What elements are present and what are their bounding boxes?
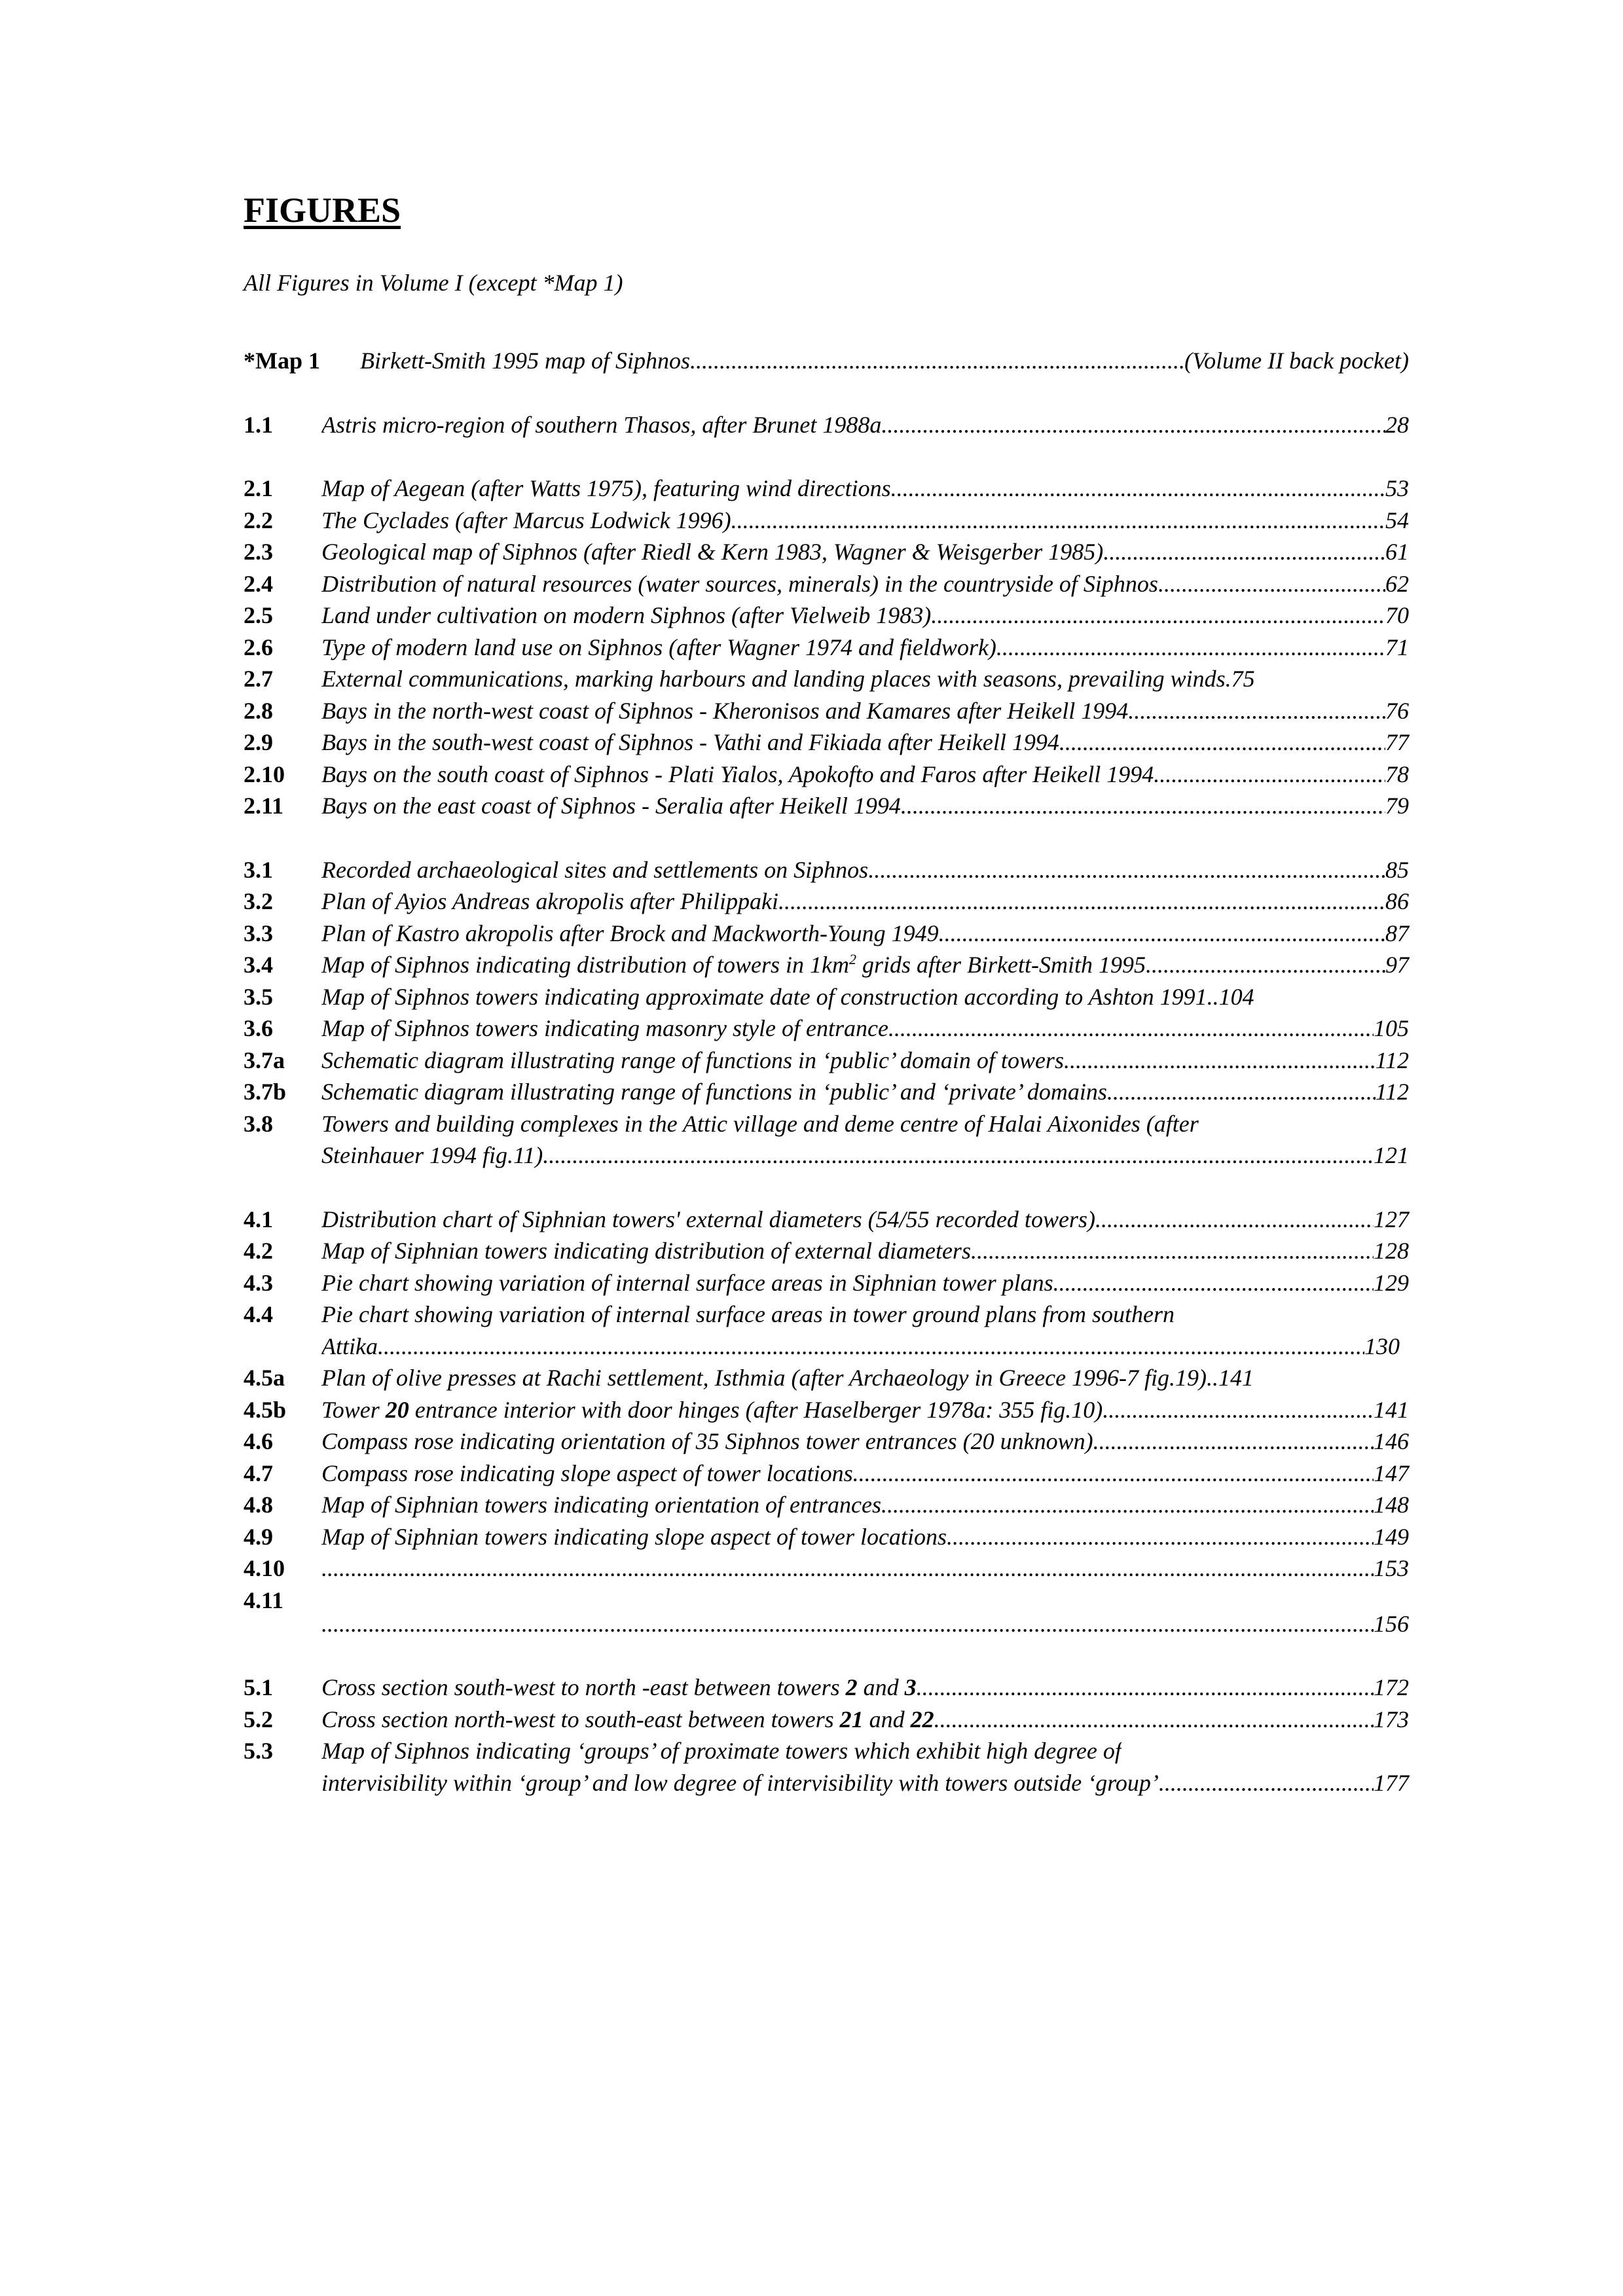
figure-caption (321, 886, 1409, 918)
figure-entry (244, 1204, 1409, 1236)
leader-dots (1158, 568, 1385, 600)
figure-number: 4.10 (244, 1555, 285, 1581)
figure-caption (321, 918, 1409, 950)
figure-caption (321, 1013, 1409, 1045)
tower-number: 2 (845, 1674, 858, 1700)
leader-dots (996, 632, 1385, 664)
figure-number: 2.2 (244, 507, 273, 533)
figure-entry (244, 505, 1409, 537)
figure-number: 3.7a (244, 1047, 285, 1073)
figure-number: 2.4 (244, 570, 273, 597)
page-number: 172 (1374, 1674, 1409, 1700)
figure-caption (321, 600, 1409, 632)
figure-number: 5.3 (244, 1738, 273, 1764)
leader-dots (321, 1552, 1374, 1585)
leader-dots (971, 1235, 1374, 1267)
page-number: 130 (1364, 1333, 1400, 1359)
figure-caption (321, 1045, 1409, 1077)
leader-dots (1103, 536, 1385, 568)
page-number: 53 (1385, 475, 1409, 501)
page-number: 153 (1374, 1555, 1409, 1581)
figure-caption (321, 1704, 1409, 1736)
figure-entry (244, 1704, 1409, 1736)
figure-entry (244, 473, 1409, 505)
figure-number: 5.1 (244, 1674, 273, 1700)
figure-caption (321, 1489, 1409, 1521)
figure-entry (244, 790, 1409, 822)
figure-number: 4.7 (244, 1460, 273, 1486)
figure-number: 4.11 (244, 1587, 284, 1613)
leader-dots (1059, 726, 1385, 759)
figure-caption (321, 1299, 1409, 1362)
figure-entry (244, 1426, 1409, 1458)
caption-text: Geological map of Siphnos (after Riedl & Kern 1983, Wagner & Weisgerber 1985) (321, 539, 1104, 565)
caption-text: Bays in the south-west coast of Siphnos - Vathi and Fikiada after Heikell 1994 (321, 729, 1059, 755)
caption-text (321, 1394, 1103, 1426)
group-map (244, 345, 1409, 377)
figure-caption (321, 1735, 1409, 1799)
caption-text: Bays on the east coast of Siphnos - Seralia after Heikell 1994 (321, 793, 901, 819)
caption-text: Type of modern land use on Siphnos (after Wagner 1974 and fieldwork) (321, 634, 996, 660)
figure-caption (321, 1076, 1409, 1108)
caption-text-part: Tower (321, 1396, 386, 1423)
page-number: 85 (1385, 856, 1409, 883)
caption-text: Plan of Ayios Andreas akropolis after Philippaki (321, 888, 778, 914)
figure-number: 2.11 (244, 793, 284, 819)
leader-dots (1093, 1426, 1374, 1458)
figure-entry-map1 (244, 345, 1409, 377)
caption-text: Map of Siphnian towers indicating slope aspect of tower locations (321, 1523, 947, 1550)
figure-caption (321, 981, 1409, 1013)
figure-caption (321, 949, 1409, 981)
leader-dots (1103, 1394, 1374, 1426)
caption-text: Map of Siphnos towers indicating approximate date of construction according to Ashton 1991.. (321, 983, 1219, 1010)
figure-entry (244, 1394, 1409, 1426)
caption-text-part: Cross section south-west to north -east between towers (321, 1674, 846, 1700)
page-number: 78 (1385, 761, 1409, 787)
page-number: 104 (1218, 983, 1254, 1010)
caption-text-part: and (863, 1706, 911, 1732)
caption-text-part: entrance interior with door hinges (after Haselberger 1978a: 355 fig.10) (409, 1396, 1103, 1423)
figure-entry (244, 854, 1409, 886)
page-number: 97 (1385, 952, 1409, 978)
page-number: 79 (1385, 793, 1409, 819)
figure-number: 3.6 (244, 1015, 273, 1041)
figure-entry (244, 1672, 1409, 1704)
caption-text (321, 949, 1146, 981)
figure-number: 2.3 (244, 539, 273, 565)
figure-entry (244, 886, 1409, 918)
figure-entry (244, 1489, 1409, 1521)
page-number: 156 (1374, 1610, 1409, 1637)
figure-number: 4.5b (244, 1396, 287, 1423)
leader-dots (881, 409, 1385, 441)
caption-text: Pie chart showing variation of internal surface areas in tower ground plans from southern (321, 1301, 1175, 1327)
figure-number: 4.9 (244, 1523, 273, 1550)
figure-entry (244, 568, 1409, 600)
caption-text: Compass rose indicating orientation of 35 Siphnos tower entrances (20 unknown) (321, 1428, 1093, 1454)
leader-dots (1128, 695, 1385, 727)
figure-number: 3.1 (244, 856, 273, 883)
figure-number: 3.5 (244, 983, 273, 1010)
leader-dots (778, 886, 1385, 918)
figure-caption (321, 536, 1409, 568)
page-number: 121 (1374, 1142, 1409, 1168)
caption-text: Land under cultivation on modern Siphnos (after Vielweib 1983) (321, 602, 932, 628)
page-number: 62 (1385, 570, 1409, 597)
caption-text: Astris micro-region of southern Thasos, after Brunet 1988a (321, 411, 882, 438)
caption-text-part: and (857, 1674, 905, 1700)
figure-number: 3.7b (244, 1079, 287, 1105)
figure-entry (244, 981, 1409, 1013)
figure-number: 2.10 (244, 761, 285, 787)
figure-caption (321, 568, 1409, 600)
caption-text: Map of Siphnian towers indicating distribution of external diameters (321, 1238, 971, 1264)
caption-text: Plan of Kastro akropolis after Brock and Mackworth-Young 1949 (321, 920, 939, 946)
figure-caption (321, 1426, 1409, 1458)
figure-number: 3.4 (244, 952, 273, 978)
figure-caption (321, 663, 1409, 695)
figure-number: 5.2 (244, 1706, 273, 1732)
leader-dots (1064, 1045, 1376, 1077)
caption-text: Bays on the south coast of Siphnos - Plati Yialos, Apokofto and Faros after Heikell 1994 (321, 761, 1154, 787)
page-number: 146 (1374, 1428, 1409, 1454)
leader-dots (939, 918, 1385, 950)
figure-caption (321, 726, 1409, 759)
group-section-1 (244, 409, 1409, 441)
caption-text: Towers and building complexes in the Attic village and deme centre of Halai Aixonides (after (321, 1110, 1199, 1137)
group-section-4 (244, 1204, 1409, 1640)
page-number: 61 (1385, 539, 1409, 565)
figure-number: 4.3 (244, 1269, 273, 1296)
leader-dots (888, 1013, 1374, 1045)
caption-text: Distribution of natural resources (water sources, minerals) in the countryside of Siphnos (321, 570, 1158, 597)
caption-text: Schematic diagram illustrating range of functions in ‘public’ domain of towers (321, 1047, 1064, 1073)
caption-text: Map of Siphnos indicating ‘groups’ of proximate towers which exhibit high degree of (321, 1738, 1122, 1764)
figure-caption (321, 790, 1409, 822)
leader-dots (931, 600, 1385, 632)
figure-caption (321, 759, 1409, 791)
leader-dots (1146, 949, 1385, 981)
caption-text (321, 1672, 917, 1704)
leader-dots (1154, 759, 1385, 791)
figure-entry (244, 1045, 1409, 1077)
leader-dots (868, 854, 1385, 886)
figure-number: 2.8 (244, 697, 273, 724)
leader-dots (1159, 1767, 1374, 1799)
figure-entry (244, 1299, 1409, 1362)
figure-entry (244, 1235, 1409, 1267)
figure-caption (321, 409, 1409, 441)
figure-number: 4.6 (244, 1428, 273, 1454)
page-number: 177 (1374, 1769, 1409, 1796)
leader-dots (1095, 1204, 1374, 1236)
figure-entry (244, 1552, 1409, 1585)
figure-entry (244, 632, 1409, 664)
caption-text: Recorded archaeological sites and settlements on Siphnos (321, 856, 869, 883)
page-number: 127 (1374, 1206, 1409, 1232)
figure-caption (321, 1267, 1409, 1299)
caption-text: Map of Aegean (after Watts 1975), featuring wind directions (321, 475, 891, 501)
figure-entry (244, 1585, 1409, 1640)
figure-number: 2.1 (244, 475, 273, 501)
page-number: 105 (1374, 1015, 1409, 1041)
caption-text: Distribution chart of Siphnian towers' external diameters (54/55 recorded towers) (321, 1206, 1095, 1232)
tower-number: 21 (839, 1706, 864, 1732)
figure-caption (321, 695, 1409, 727)
subtitle: All Figures in Volume I (except *Map 1) (244, 270, 623, 296)
page-number: 54 (1385, 507, 1409, 533)
page-title: FIGURES (244, 190, 401, 230)
figure-caption (321, 632, 1409, 664)
figure-entry (244, 1013, 1409, 1045)
figure-caption (321, 1108, 1409, 1172)
page-number: (Volume II back pocket) (1184, 348, 1409, 374)
page-number: 149 (1374, 1523, 1409, 1550)
leader-dots (917, 1672, 1374, 1704)
page-number: 71 (1385, 634, 1409, 660)
figure-number: 2.9 (244, 729, 273, 755)
figure-entry (244, 1267, 1409, 1299)
leader-dots (731, 505, 1385, 537)
figure-number: 4.2 (244, 1238, 273, 1264)
caption-text: Bays in the north-west coast of Siphnos - Kheronisos and Kamares after Heikell 1994 (321, 697, 1129, 724)
figure-entry (244, 1076, 1409, 1108)
figure-number: 3.8 (244, 1110, 273, 1137)
leader-dots (853, 1458, 1374, 1490)
caption-text: Plan of olive presses at Rachi settlement, Isthmia (after Archaeology in Greece 1996-7 fig.19).. (321, 1365, 1219, 1391)
leader-dots (543, 1139, 1374, 1172)
caption-text-part: grids after Birkett-Smith 1995 (856, 952, 1146, 978)
page-number: 76 (1385, 697, 1409, 724)
figure-caption (321, 1521, 1409, 1553)
figure-number: 4.5a (244, 1365, 285, 1391)
figure-entry (244, 663, 1409, 695)
page-number: 112 (1375, 1079, 1409, 1105)
figure-caption (321, 854, 1409, 886)
group-section-3 (244, 854, 1409, 1172)
group-section-5 (244, 1672, 1409, 1799)
figure-caption (321, 1235, 1409, 1267)
caption-text: intervisibility within ‘group’ and low degree of intervisibility with towers outside ‘group’ (321, 1769, 1159, 1796)
figure-caption (360, 345, 1409, 377)
page-number: 86 (1385, 888, 1409, 914)
tower-number: 22 (910, 1706, 934, 1732)
figure-entry (244, 1108, 1409, 1172)
figure-entry (244, 759, 1409, 791)
page-number: 75 (1231, 666, 1255, 692)
leader-dots (1053, 1267, 1374, 1299)
page-number: 173 (1374, 1706, 1409, 1732)
figure-entry (244, 409, 1409, 441)
page-number: 147 (1374, 1460, 1409, 1486)
figure-caption (321, 505, 1409, 537)
leader-dots (901, 790, 1385, 822)
tower-number: 20 (385, 1396, 409, 1423)
leader-dots (378, 1331, 1364, 1363)
caption-text: Schematic diagram illustrating range of functions in ‘public’ and ‘private’ domains (321, 1079, 1107, 1105)
page-number: 70 (1385, 602, 1409, 628)
tower-number: 3 (904, 1674, 917, 1700)
figure-entry (244, 918, 1409, 950)
figure-number: 2.6 (244, 634, 273, 660)
figure-number: 2.7 (244, 666, 273, 692)
leader-dots (1107, 1076, 1376, 1108)
page-number: 112 (1375, 1047, 1409, 1073)
figure-entry (244, 949, 1409, 981)
figure-caption (321, 1204, 1409, 1236)
group-section-2 (244, 473, 1409, 822)
page-number: 128 (1374, 1238, 1409, 1264)
figure-entry (244, 600, 1409, 632)
figure-number: 4.4 (244, 1301, 273, 1327)
figure-caption (321, 1362, 1409, 1394)
figure-entry (244, 726, 1409, 759)
caption-text-part: Map of Siphnos indicating distribution of towers in 1km (321, 952, 850, 978)
figure-caption (321, 1394, 1409, 1426)
caption-text: Map of Siphnos towers indicating masonry style of entrance (321, 1015, 888, 1041)
caption-text: The Cyclades (after Marcus Lodwick 1996) (321, 507, 731, 533)
caption-text-part: Cross section north-west to south-east between towers (321, 1706, 840, 1732)
figure-list (244, 345, 1409, 1831)
figure-number: 3.2 (244, 888, 273, 914)
caption-text: Birkett-Smith 1995 map of Siphnos (360, 348, 690, 374)
figure-entry (244, 1521, 1409, 1553)
page-number: 148 (1374, 1492, 1409, 1518)
leader-dots (321, 1608, 1374, 1640)
caption-text (321, 1704, 934, 1736)
caption-text: Steinhauer 1994 fig.11) (321, 1142, 543, 1168)
page-number: 141 (1218, 1365, 1254, 1391)
figure-caption (321, 473, 1409, 505)
figure-number: 1.1 (244, 411, 273, 438)
figure-number: 2.5 (244, 602, 273, 628)
caption-text: Attika (321, 1333, 378, 1359)
page-number: 129 (1374, 1269, 1409, 1296)
figure-number: 3.3 (244, 920, 273, 946)
figure-entry (244, 1362, 1409, 1394)
page-number: 77 (1385, 729, 1409, 755)
leader-dots (934, 1704, 1374, 1736)
caption-text: External communications, marking harbours and landing places with seasons, prevailing winds. (321, 666, 1231, 692)
figure-entry (244, 1458, 1409, 1490)
figure-number: 4.8 (244, 1492, 273, 1518)
page-number: 87 (1385, 920, 1409, 946)
figure-caption (321, 1672, 1409, 1704)
figure-caption (321, 1458, 1409, 1490)
leader-dots (891, 473, 1385, 505)
figure-caption (321, 1608, 1409, 1640)
page-number: 28 (1385, 411, 1409, 438)
figure-number: 4.1 (244, 1206, 273, 1232)
page-number: 141 (1374, 1396, 1409, 1423)
leader-dots (690, 345, 1184, 377)
figure-number: *Map 1 (244, 348, 320, 374)
figure-entry (244, 1735, 1409, 1799)
leader-dots (881, 1489, 1374, 1521)
leader-dots (947, 1521, 1374, 1553)
superscript: 2 (849, 951, 857, 967)
caption-text: Map of Siphnian towers indicating orientation of entrances (321, 1492, 881, 1518)
figure-entry (244, 536, 1409, 568)
caption-text: Compass rose indicating slope aspect of tower locations (321, 1460, 853, 1486)
caption-text: Pie chart showing variation of internal surface areas in Siphnian tower plans (321, 1269, 1053, 1296)
figure-caption (321, 1552, 1409, 1585)
figure-entry (244, 695, 1409, 727)
